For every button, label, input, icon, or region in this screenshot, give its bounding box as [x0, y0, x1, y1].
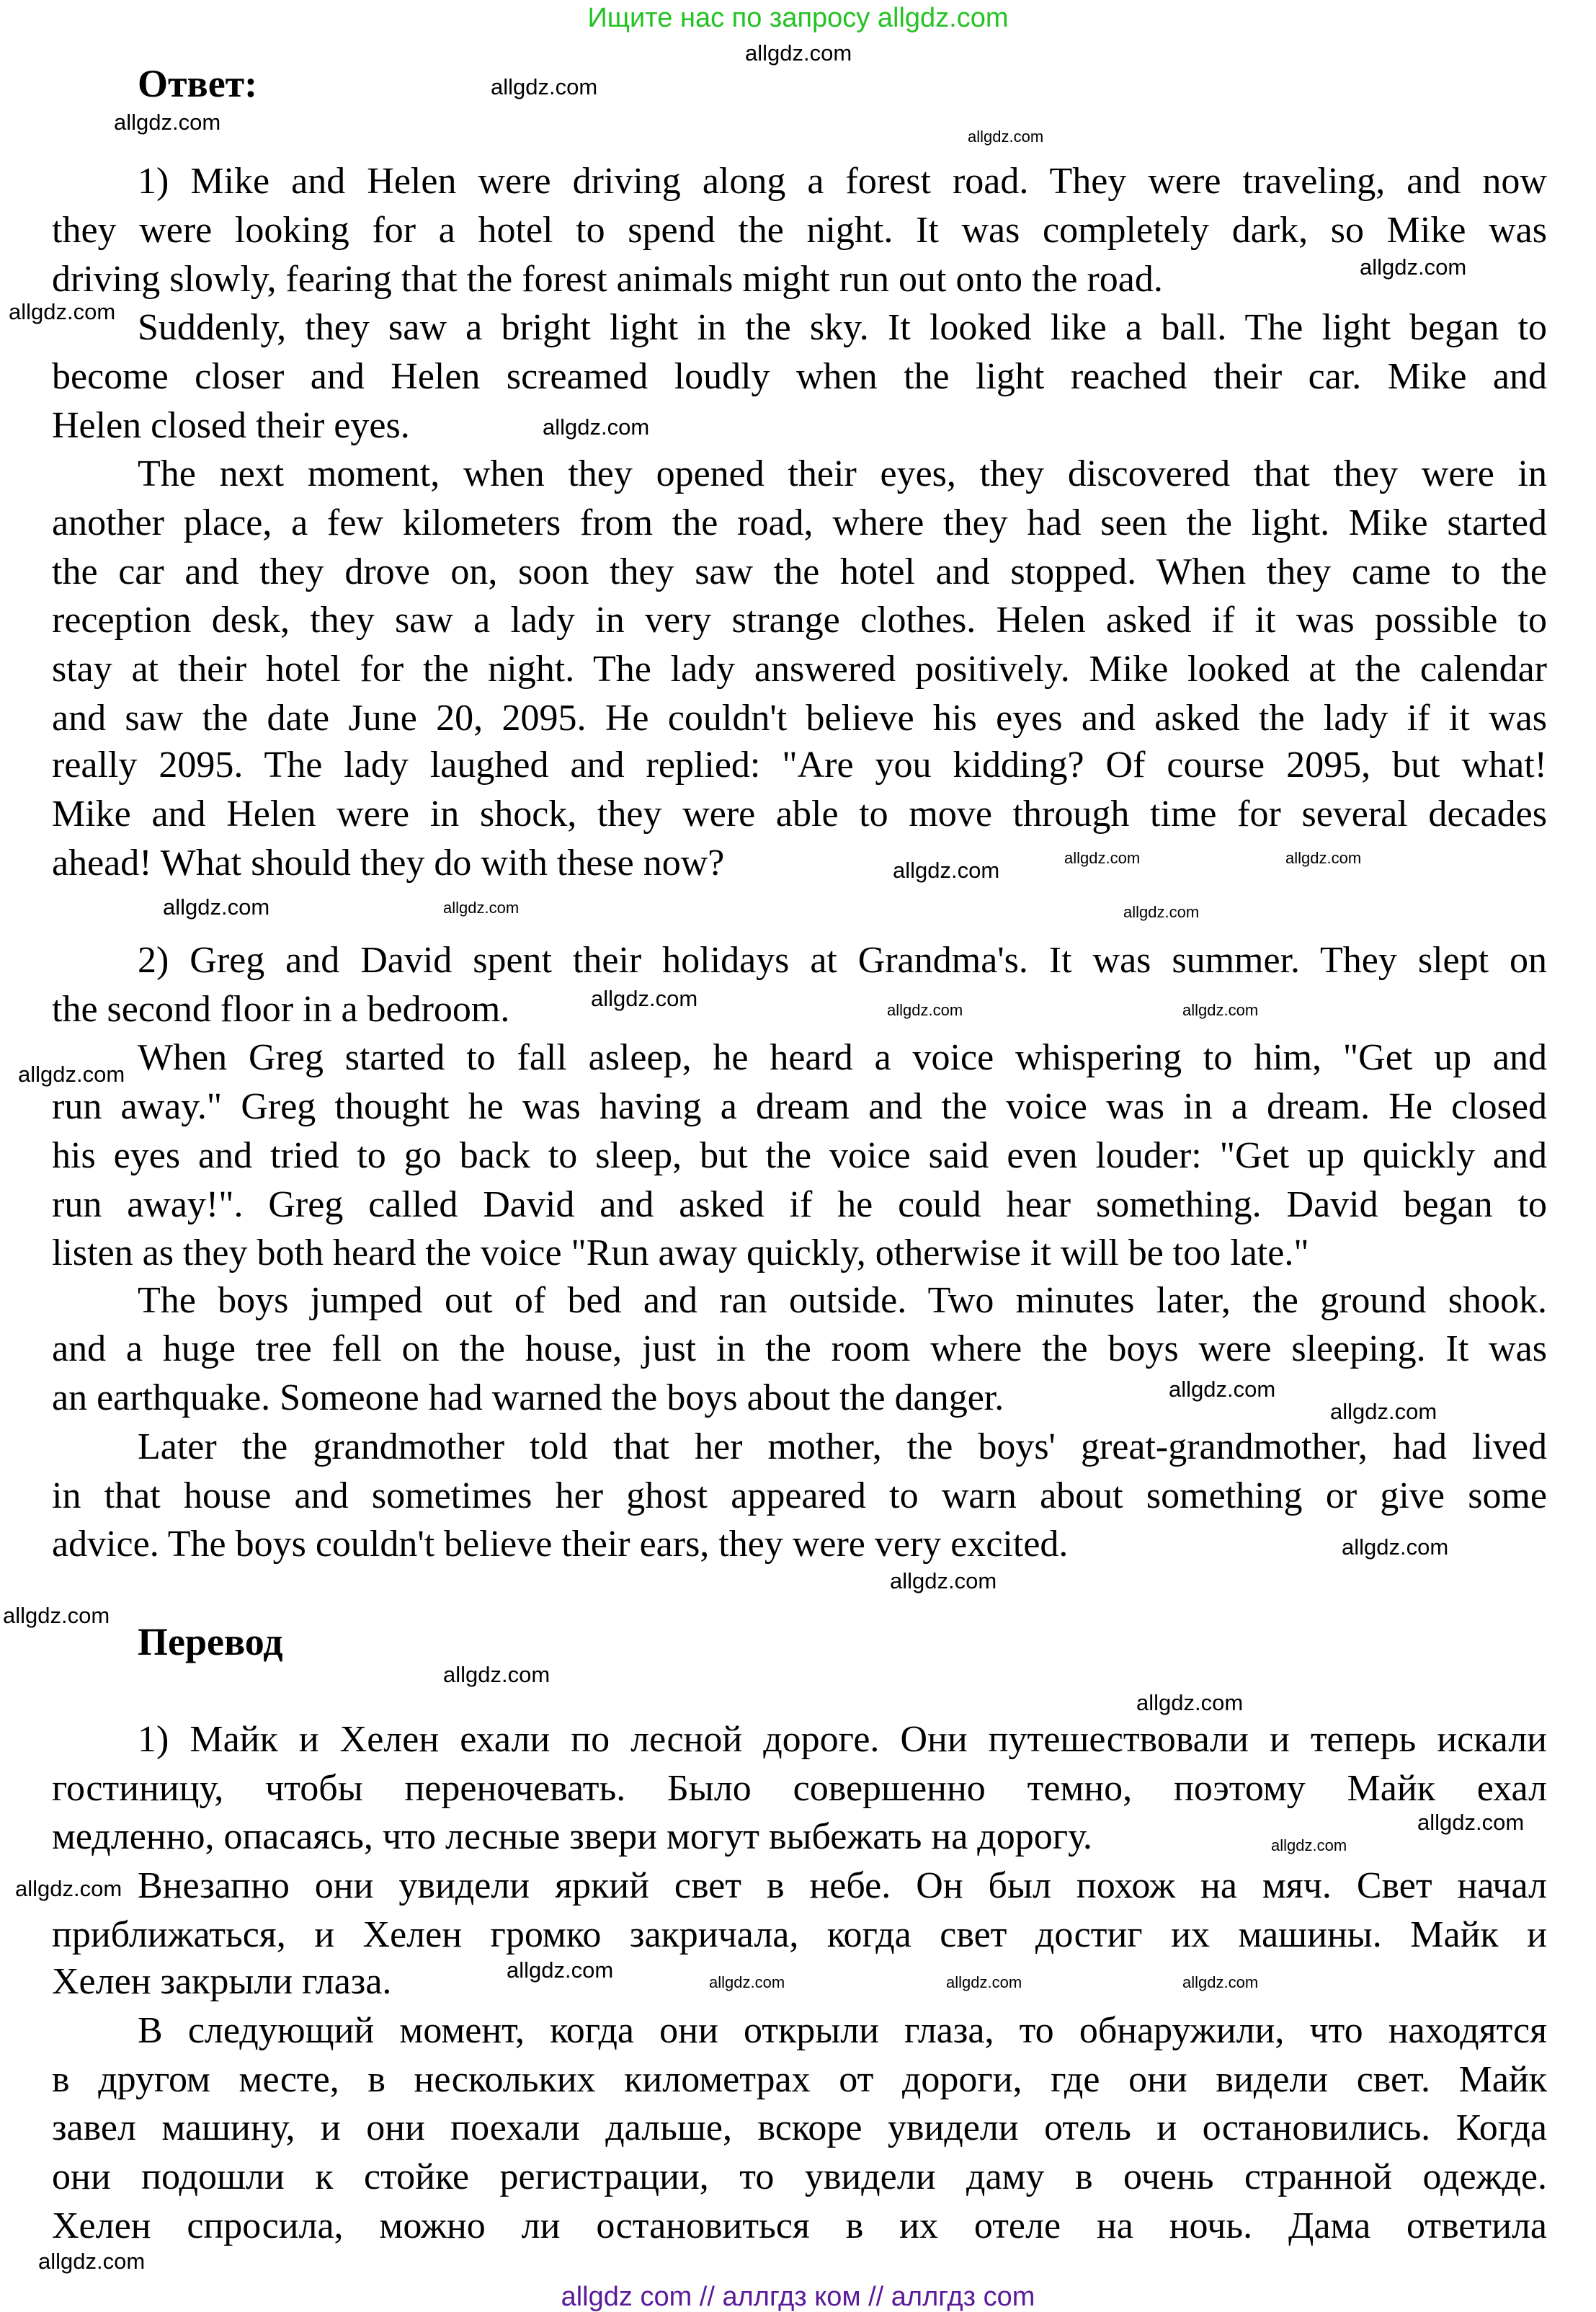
text-line: the second floor in a bedroom.	[52, 989, 510, 1030]
search-banner[interactable]: Ищите нас по запросу allgdz.com	[587, 3, 1009, 33]
watermark: allgdz.com	[1360, 254, 1467, 280]
text-line: 1) Майк и Хелен ехали по лесной дороге. Они путешествовали и теперь искали	[138, 1719, 1547, 1760]
text-line: завел машину, и они поехали дальше, вскоре увидели отель и остановились. Когда	[52, 2107, 1547, 2148]
text-line: they were looking for a hotel to spend the night. It was completely dark, so Mike was	[52, 210, 1547, 251]
text-line: and a huge tree fell on the house, just in the room where the boys were sleeping. It was	[52, 1328, 1547, 1369]
watermark: allgdz.com	[1123, 903, 1200, 921]
text-line: driving slowly, fearing that the forest animals might run out onto the road.	[52, 259, 1163, 300]
text-line: run away." Greg thought he was having a dream and the voice was in a dream. He closed	[52, 1086, 1547, 1127]
watermark: allgdz.com	[443, 899, 520, 917]
watermark: allgdz.com	[9, 299, 116, 324]
watermark: allgdz.com	[591, 986, 698, 1011]
watermark: allgdz.com	[946, 1973, 1022, 1991]
watermark: allgdz.com	[887, 1001, 963, 1019]
watermark: allgdz.com	[1064, 849, 1141, 867]
text-line: stay at their hotel for the night. The lady answered positively. Mike looked at the calendar	[52, 649, 1547, 690]
answer-heading: Ответ:	[138, 62, 258, 105]
text-line: в другом месте, в нескольких километрах от дороги, где они видели свет. Майк	[52, 2059, 1547, 2100]
watermark: allgdz.com	[1182, 1973, 1259, 1991]
watermark: allgdz.com	[1271, 1836, 1347, 1854]
watermark: allgdz.com	[1330, 1399, 1437, 1424]
watermark: allgdz.com	[443, 1662, 550, 1687]
watermark: allgdz.com	[491, 74, 598, 99]
text-line: они подошли к стойке регистрации, то увидели даму в очень странной одежде.	[52, 2156, 1547, 2197]
text-line: The next moment, when they opened their eyes, they discovered that they were in	[138, 453, 1547, 494]
text-line: really 2095. The lady laughed and replied: "Are you kidding? Of course 2095, but what!	[52, 744, 1547, 786]
text-line: В следующий момент, когда они открыли глаза, то обнаружили, что находятся	[138, 2010, 1547, 2051]
text-line: Helen closed their eyes.	[52, 405, 410, 446]
text-line: Mike and Helen were in shock, they were able to move through time for several decades	[52, 793, 1547, 835]
watermark: allgdz.com	[1136, 1690, 1244, 1715]
watermark: allgdz.com	[114, 110, 221, 135]
footer-banner[interactable]: allgdz com // аллгдз ком // аллгдз com	[561, 2282, 1035, 2312]
text-line: advice. The boys couldn't believe their ears, they were very excited.	[52, 1524, 1069, 1565]
text-line: Suddenly, they saw a bright light in the sky. It looked like a ball. The light began to	[138, 307, 1547, 348]
watermark: allgdz.com	[507, 1957, 614, 1983]
text-line: another place, a few kilometers from the road, where they had seen the light. Mike started	[52, 502, 1547, 543]
text-line: in that house and sometimes her ghost appeared to warn about something or give some	[52, 1475, 1547, 1516]
watermark: allgdz.com	[543, 414, 650, 440]
text-line: become closer and Helen screamed loudly when the light reached their car. Mike and	[52, 356, 1547, 397]
watermark: allgdz.com	[893, 858, 1000, 883]
text-line: The boys jumped out of bed and ran outside. Two minutes later, the ground shook.	[138, 1280, 1547, 1321]
text-line: listen as they both heard the voice "Run away quickly, otherwise it will be too late."	[52, 1232, 1309, 1273]
watermark: allgdz.com	[890, 1568, 997, 1593]
watermark: allgdz.com	[18, 1062, 125, 1087]
text-line: the car and they drove on, soon they saw the hotel and stopped. When they came to the	[52, 551, 1547, 592]
text-line: run away!". Greg called David and asked if he could hear something. David began to	[52, 1184, 1547, 1225]
watermark: allgdz.com	[3, 1603, 110, 1628]
watermark: allgdz.com	[745, 40, 852, 66]
watermark: allgdz.com	[1285, 849, 1362, 867]
text-line: reception desk, they saw a lady in very strange clothes. Helen asked if it was possible to	[52, 600, 1547, 641]
text-line: 1) Mike and Helen were driving along a forest road. They were traveling, and now	[138, 161, 1547, 202]
watermark: allgdz.com	[968, 128, 1044, 146]
text-line: his eyes and tried to go back to sleep, but the voice said even louder: "Get up quickly and	[52, 1135, 1547, 1176]
text-line: медленно, опасаясь, что лесные звери могут выбежать на дорогу.	[52, 1816, 1092, 1857]
watermark: allgdz.com	[163, 894, 270, 920]
text-line: When Greg started to fall asleep, he heard a voice whispering to him, "Get up and	[138, 1037, 1547, 1078]
text-line: Хелен закрыли глаза.	[52, 1961, 392, 2002]
text-line: Later the grandmother told that her mother, the boys' great-grandmother, had lived	[138, 1426, 1547, 1467]
watermark: allgdz.com	[709, 1973, 785, 1991]
watermark: allgdz.com	[1169, 1377, 1276, 1402]
text-line: an earthquake. Someone had warned the boys about the danger.	[52, 1377, 1004, 1418]
text-line: ahead! What should they do with these now?	[52, 842, 725, 884]
watermark: allgdz.com	[1342, 1534, 1449, 1560]
text-line: and saw the date June 20, 2095. He couldn't believe his eyes and asked the lady if it was	[52, 698, 1547, 739]
watermark: allgdz.com	[1182, 1001, 1259, 1019]
watermark: allgdz.com	[15, 1876, 122, 1901]
text-line: 2) Greg and David spent their holidays at Grandma's. It was summer. They slept on	[138, 940, 1547, 981]
text-line: гостиницу, чтобы переночевать. Было совершенно темно, поэтому Майк ехал	[52, 1768, 1547, 1809]
text-line: приближаться, и Хелен громко закричала, когда свет достиг их машины. Майк и	[52, 1914, 1547, 1955]
watermark: allgdz.com	[38, 2249, 146, 2274]
text-line: Внезапно они увидели яркий свет в небе. Он был похож на мяч. Свет начал	[138, 1865, 1547, 1906]
text-line: Хелен спросила, можно ли остановиться в их отеле на ночь. Дама ответила	[52, 2205, 1547, 2246]
translation-heading: Перевод	[138, 1620, 283, 1663]
watermark: allgdz.com	[1417, 1810, 1525, 1835]
